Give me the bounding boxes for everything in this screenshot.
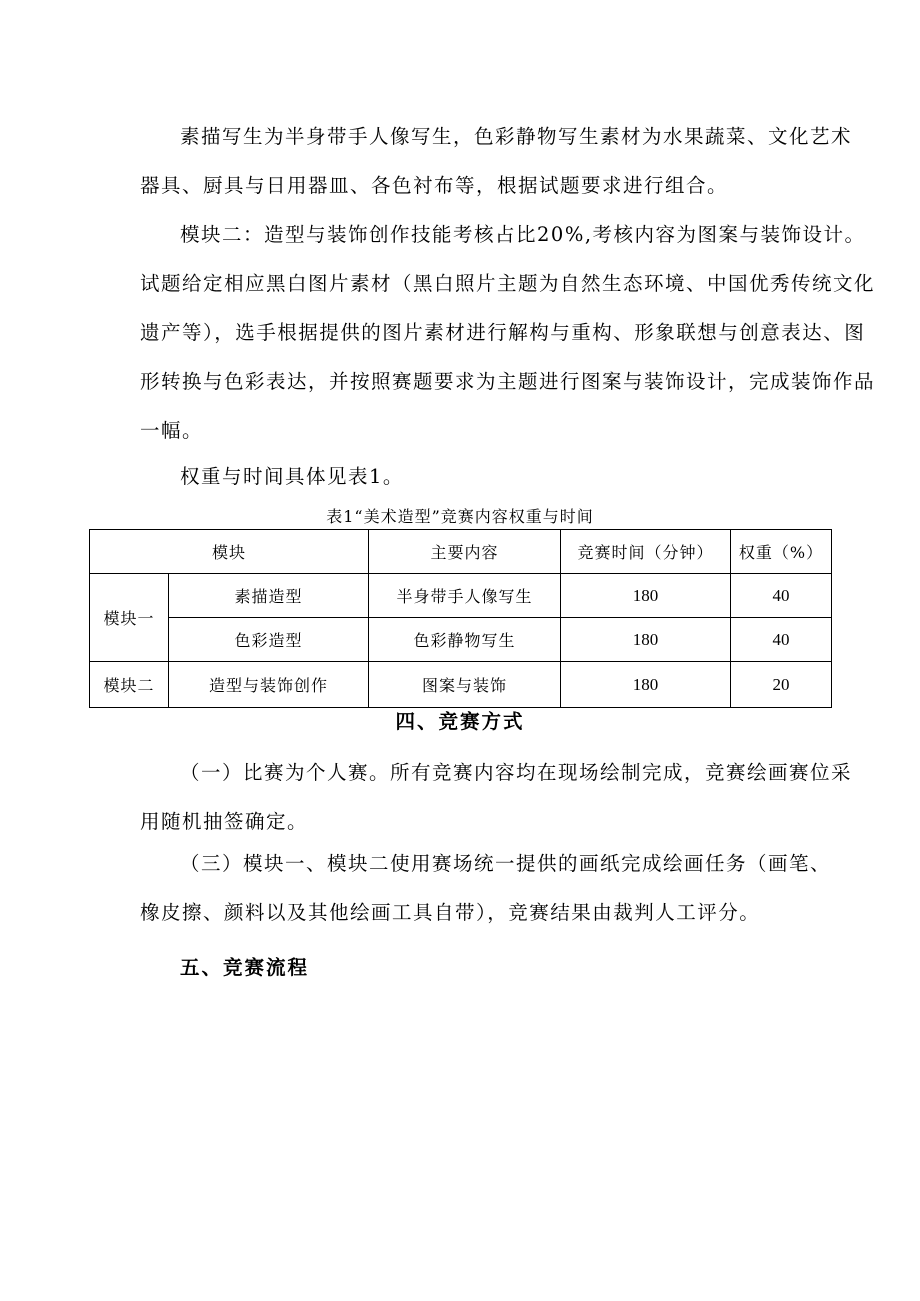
paragraph-line: 试题给定相应黑白图片素材（黑白照片主题为自然生态环境、中国优秀传统文化 [140,272,876,295]
paragraph-line: 一幅。 [140,419,204,442]
table-caption: 表1“美术造型”竞赛内容权重与时间 [326,507,594,526]
cell-weight: 20 [731,662,832,708]
cell-time: 180 [561,618,731,662]
table-row [90,618,832,662]
cell-sub-module: 造型与装饰创作 [169,662,369,708]
cell-content: 色彩静物写生 [369,618,561,662]
paragraph-line: 用随机抽签确定。 [140,810,309,833]
cell-time: 180 [561,662,731,708]
paragraph-line: 素描写生为半身带手人像写生，色彩静物写生素材为水果蔬菜、文化艺术 [180,125,853,148]
paragraph-line: 形转换与色彩表达，并按照赛题要求为主题进行图案与装饰设计，完成装饰作品 [140,370,876,393]
header-weight: 权重（%） [731,530,832,574]
paragraph-line: 遗产等），选手根据提供的图片素材进行解构与重构、形象联想与创意表达、图 [140,321,866,344]
cell-module: 模块二 [90,662,169,708]
section-heading-competition-format: 四、竞赛方式 [395,710,525,733]
paragraph-materials-supply [140,839,834,937]
cell-time: 180 [561,574,731,618]
paragraph-line: （一）比赛为个人赛。所有竞赛内容均在现场绘制完成，竞赛绘画赛位采 [180,761,853,784]
cell-sub-module: 素描造型 [169,574,369,618]
section-heading-competition-process: 五、竞赛流程 [180,956,310,979]
weights-table [89,529,832,708]
paragraph-line: （三）模块一、模块二使用赛场统一提供的画纸完成绘画任务（画笔、 [180,852,832,875]
cell-module: 模块一 [90,574,169,662]
paragraph-individual-competition [140,748,853,846]
cell-sub-module: 色彩造型 [169,618,369,662]
paragraph-line: 权重与时间具体见表1。 [180,465,404,488]
cell-weight: 40 [731,618,832,662]
paragraph-line: 器具、厨具与日用器皿、各色衬布等，根据试题要求进行组合。 [140,174,729,197]
paragraph-line: 模块二：造型与装饰创作技能考核占比20%,考核内容为图案与装饰设计。 [180,223,866,246]
header-module: 模块 [90,530,369,574]
cell-weight: 40 [731,574,832,618]
cell-content: 半身带手人像写生 [369,574,561,618]
header-time: 竞赛时间（分钟） [561,530,731,574]
paragraph-table-reference [140,452,834,501]
paragraph-module-two [140,210,876,455]
cell-content: 图案与装饰 [369,662,561,708]
paragraph-line: 橡皮擦、颜料以及其他绘画工具自带），竞赛结果由裁判人工评分。 [140,901,761,924]
header-content: 主要内容 [369,530,561,574]
paragraph-sketch-materials [140,112,853,210]
table-row [90,662,832,708]
table-header-row [90,530,832,574]
table-row [90,574,832,618]
